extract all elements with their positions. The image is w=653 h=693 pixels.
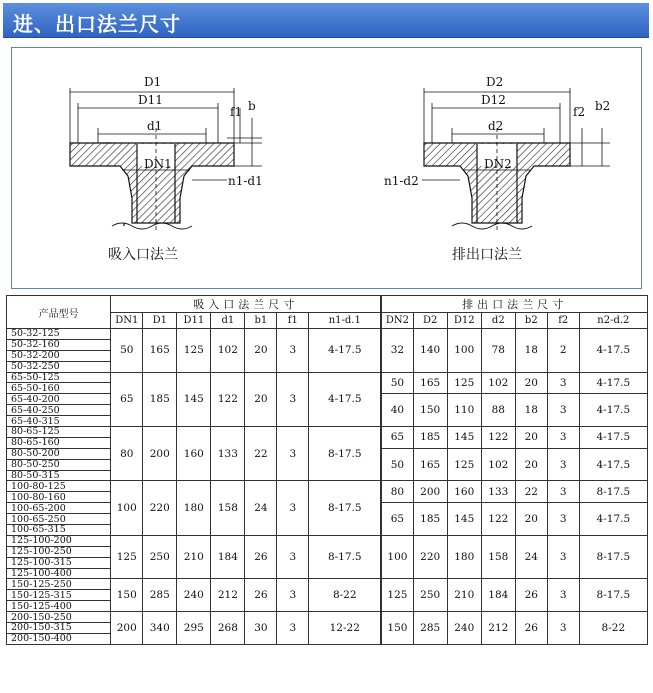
- suction-value-cell: 250: [143, 535, 177, 579]
- discharge-value-cell: 8-17.5: [579, 579, 647, 612]
- suction-value-cell: 22: [245, 427, 277, 481]
- label-n1d1: n1-d1: [228, 174, 263, 188]
- suction-value-cell: 26: [245, 579, 277, 612]
- discharge-value-cell: 65: [381, 503, 413, 536]
- discharge-value-cell: 100: [447, 329, 481, 373]
- discharge-value-cell: 80: [381, 481, 413, 503]
- discharge-col-header: D2: [413, 313, 447, 329]
- discharge-value-cell: 102: [481, 372, 515, 394]
- model-cell: 50-32-125: [7, 329, 111, 340]
- table-row: [7, 612, 648, 623]
- suction-col-header: b1: [245, 313, 277, 329]
- discharge-value-cell: 210: [447, 579, 481, 612]
- table-row: [7, 329, 648, 340]
- flange-dimension-table: [6, 295, 648, 645]
- suction-value-cell: 200: [111, 612, 143, 645]
- discharge-value-cell: 145: [447, 503, 481, 536]
- model-cell: 65-50-125: [7, 372, 111, 383]
- label-D1: D1: [144, 75, 162, 89]
- discharge-value-cell: 4-17.5: [579, 448, 647, 481]
- label-D12: D12: [481, 93, 506, 107]
- label-D11: D11: [138, 93, 163, 107]
- flange-dimension-table-wrap: [6, 295, 648, 688]
- suction-col-header: D11: [177, 313, 211, 329]
- suction-value-cell: 180: [177, 481, 211, 535]
- suction-value-cell: 26: [245, 535, 277, 579]
- discharge-value-cell: 88: [481, 394, 515, 427]
- suction-value-cell: 3: [277, 579, 309, 612]
- discharge-value-cell: 184: [481, 579, 515, 612]
- table-row: [7, 579, 648, 590]
- label-D2: D2: [486, 75, 504, 89]
- discharge-value-cell: 185: [413, 503, 447, 536]
- discharge-value-cell: 122: [481, 503, 515, 536]
- suction-value-cell: 133: [211, 427, 245, 481]
- label-DN2: DN2: [484, 157, 512, 171]
- suction-value-cell: 8-17.5: [309, 535, 381, 579]
- model-cell: 150-125-250: [7, 579, 111, 590]
- suction-value-cell: 184: [211, 535, 245, 579]
- discharge-col-header: d2: [481, 313, 515, 329]
- discharge-value-cell: 2: [547, 329, 579, 373]
- suction-col-header: d1: [211, 313, 245, 329]
- suction-flange-caption: 吸入口法兰: [108, 247, 178, 263]
- discharge-value-cell: 212: [481, 612, 515, 645]
- discharge-value-cell: 26: [515, 579, 547, 612]
- discharge-value-cell: 200: [413, 481, 447, 503]
- discharge-value-cell: 165: [413, 372, 447, 394]
- discharge-value-cell: 8-17.5: [579, 535, 647, 579]
- suction-value-cell: 8-17.5: [309, 481, 381, 535]
- discharge-value-cell: 22: [515, 481, 547, 503]
- model-cell: 80-50-315: [7, 470, 111, 481]
- discharge-value-cell: 125: [381, 579, 413, 612]
- suction-value-cell: 150: [111, 579, 143, 612]
- suction-col-header: n1-d.1: [309, 313, 381, 329]
- label-f1: f1: [230, 105, 243, 119]
- suction-value-cell: 3: [277, 329, 309, 373]
- suction-col-header: DN1: [111, 313, 143, 329]
- model-cell: 150-125-400: [7, 601, 111, 612]
- discharge-value-cell: 8-17.5: [579, 481, 647, 503]
- model-cell: 100-65-250: [7, 514, 111, 525]
- discharge-value-cell: 165: [413, 448, 447, 481]
- suction-value-cell: 3: [277, 535, 309, 579]
- model-cell: 100-80-160: [7, 492, 111, 503]
- suction-value-cell: 8-17.5: [309, 427, 381, 481]
- discharge-value-cell: 220: [413, 535, 447, 579]
- suction-value-cell: 80: [111, 427, 143, 481]
- label-d1: d1: [147, 119, 163, 133]
- suction-col-header: D1: [143, 313, 177, 329]
- discharge-value-cell: 32: [381, 329, 413, 373]
- suction-value-cell: 4-17.5: [309, 329, 381, 373]
- discharge-value-cell: 50: [381, 448, 413, 481]
- discharge-value-cell: 4-17.5: [579, 394, 647, 427]
- suction-value-cell: 24: [245, 481, 277, 535]
- discharge-value-cell: 160: [447, 481, 481, 503]
- suction-value-cell: 160: [177, 427, 211, 481]
- discharge-value-cell: 50: [381, 372, 413, 394]
- label-b2: b2: [595, 99, 611, 113]
- title-bar: [3, 3, 649, 38]
- discharge-value-cell: 122: [481, 427, 515, 449]
- label-DN1: DN1: [144, 157, 172, 171]
- discharge-value-cell: 4-17.5: [579, 503, 647, 536]
- discharge-value-cell: 3: [547, 372, 579, 394]
- discharge-value-cell: 140: [413, 329, 447, 373]
- model-cell: 200-150-315: [7, 623, 111, 634]
- model-cell: 80-50-250: [7, 459, 111, 470]
- suction-value-cell: 100: [111, 481, 143, 535]
- discharge-value-cell: 158: [481, 535, 515, 579]
- suction-value-cell: 268: [211, 612, 245, 645]
- discharge-value-cell: 18: [515, 329, 547, 373]
- page-title: 进、出口法兰尺寸: [13, 12, 181, 36]
- label-d2: d2: [488, 119, 504, 133]
- model-cell: 50-32-250: [7, 361, 111, 372]
- model-header: 产品型号: [7, 296, 111, 329]
- discharge-value-cell: 4-17.5: [579, 427, 647, 449]
- discharge-col-header: f2: [547, 313, 579, 329]
- suction-col-header: f1: [277, 313, 309, 329]
- discharge-value-cell: 125: [447, 372, 481, 394]
- suction-value-cell: 200: [143, 427, 177, 481]
- suction-value-cell: 125: [177, 329, 211, 373]
- model-cell: 65-40-315: [7, 416, 111, 427]
- discharge-value-cell: 100: [381, 535, 413, 579]
- table-row: [7, 481, 648, 492]
- discharge-col-header: DN2: [381, 313, 413, 329]
- suction-value-cell: 20: [245, 329, 277, 373]
- suction-value-cell: 285: [143, 579, 177, 612]
- model-cell: 80-65-125: [7, 427, 111, 438]
- suction-value-cell: 240: [177, 579, 211, 612]
- discharge-value-cell: 78: [481, 329, 515, 373]
- discharge-value-cell: 102: [481, 448, 515, 481]
- suction-value-cell: 3: [277, 612, 309, 645]
- discharge-value-cell: 18: [515, 394, 547, 427]
- discharge-value-cell: 3: [547, 448, 579, 481]
- discharge-col-header: n2-d.2: [579, 313, 647, 329]
- discharge-value-cell: 20: [515, 448, 547, 481]
- discharge-value-cell: 3: [547, 394, 579, 427]
- suction-value-cell: 102: [211, 329, 245, 373]
- suction-value-cell: 145: [177, 372, 211, 426]
- discharge-value-cell: 285: [413, 612, 447, 645]
- suction-value-cell: 65: [111, 372, 143, 426]
- discharge-value-cell: 185: [413, 427, 447, 449]
- table-row: [7, 427, 648, 438]
- discharge-value-cell: 3: [547, 535, 579, 579]
- discharge-value-cell: 3: [547, 503, 579, 536]
- model-cell: 100-80-125: [7, 481, 111, 492]
- suction-value-cell: 122: [211, 372, 245, 426]
- model-cell: 100-65-315: [7, 525, 111, 536]
- discharge-value-cell: 110: [447, 394, 481, 427]
- suction-group-header: 吸入口法兰尺寸: [111, 296, 381, 313]
- model-cell: 125-100-315: [7, 557, 111, 568]
- discharge-value-cell: 250: [413, 579, 447, 612]
- discharge-value-cell: 3: [547, 579, 579, 612]
- discharge-value-cell: 3: [547, 427, 579, 449]
- suction-value-cell: 50: [111, 329, 143, 373]
- flange-diagrams: [12, 48, 641, 288]
- suction-value-cell: 220: [143, 481, 177, 535]
- suction-value-cell: 125: [111, 535, 143, 579]
- discharge-value-cell: 4-17.5: [579, 372, 647, 394]
- discharge-value-cell: 4-17.5: [579, 329, 647, 373]
- model-cell: 80-50-200: [7, 448, 111, 459]
- model-cell: 65-50-160: [7, 383, 111, 394]
- discharge-value-cell: 180: [447, 535, 481, 579]
- flange-diagram-panel: [11, 47, 642, 289]
- discharge-value-cell: 26: [515, 612, 547, 645]
- model-cell: 65-40-250: [7, 405, 111, 416]
- suction-value-cell: 295: [177, 612, 211, 645]
- model-cell: 200-150-250: [7, 612, 111, 623]
- model-cell: 65-40-200: [7, 394, 111, 405]
- discharge-value-cell: 240: [447, 612, 481, 645]
- discharge-value-cell: 20: [515, 503, 547, 536]
- model-cell: 125-100-400: [7, 568, 111, 579]
- discharge-col-header: D12: [447, 313, 481, 329]
- discharge-group-header: 排出口法兰尺寸: [381, 296, 647, 313]
- discharge-value-cell: 24: [515, 535, 547, 579]
- discharge-value-cell: 65: [381, 427, 413, 449]
- suction-value-cell: 3: [277, 372, 309, 426]
- discharge-value-cell: 133: [481, 481, 515, 503]
- table-row: [7, 535, 648, 546]
- model-cell: 150-125-315: [7, 590, 111, 601]
- suction-value-cell: 212: [211, 579, 245, 612]
- discharge-value-cell: 20: [515, 372, 547, 394]
- discharge-value-cell: 125: [447, 448, 481, 481]
- discharge-value-cell: 145: [447, 427, 481, 449]
- suction-value-cell: 165: [143, 329, 177, 373]
- label-b: b: [248, 99, 256, 113]
- label-n1d2: n1-d2: [384, 174, 419, 188]
- model-cell: 125-100-200: [7, 535, 111, 546]
- label-f2: f2: [573, 105, 586, 119]
- discharge-flange-caption: 排出口法兰: [452, 247, 522, 263]
- suction-value-cell: 30: [245, 612, 277, 645]
- discharge-value-cell: 8-22: [579, 612, 647, 645]
- discharge-col-header: b2: [515, 313, 547, 329]
- suction-value-cell: 20: [245, 372, 277, 426]
- model-cell: 125-100-250: [7, 546, 111, 557]
- suction-value-cell: 3: [277, 427, 309, 481]
- model-cell: 80-65-160: [7, 437, 111, 448]
- discharge-value-cell: 150: [381, 612, 413, 645]
- suction-value-cell: 12-22: [309, 612, 381, 645]
- model-cell: 200-150-400: [7, 633, 111, 644]
- discharge-value-cell: 40: [381, 394, 413, 427]
- model-cell: 100-65-200: [7, 503, 111, 514]
- table-row: [7, 372, 648, 383]
- suction-value-cell: 158: [211, 481, 245, 535]
- model-cell: 50-32-200: [7, 350, 111, 361]
- discharge-value-cell: 20: [515, 427, 547, 449]
- suction-value-cell: 340: [143, 612, 177, 645]
- discharge-value-cell: 150: [413, 394, 447, 427]
- suction-value-cell: 3: [277, 481, 309, 535]
- discharge-value-cell: 3: [547, 612, 579, 645]
- suction-value-cell: 185: [143, 372, 177, 426]
- suction-value-cell: 8-22: [309, 579, 381, 612]
- model-cell: 50-32-160: [7, 339, 111, 350]
- discharge-value-cell: 3: [547, 481, 579, 503]
- table-body: [7, 329, 648, 645]
- suction-value-cell: 4-17.5: [309, 372, 381, 426]
- suction-value-cell: 210: [177, 535, 211, 579]
